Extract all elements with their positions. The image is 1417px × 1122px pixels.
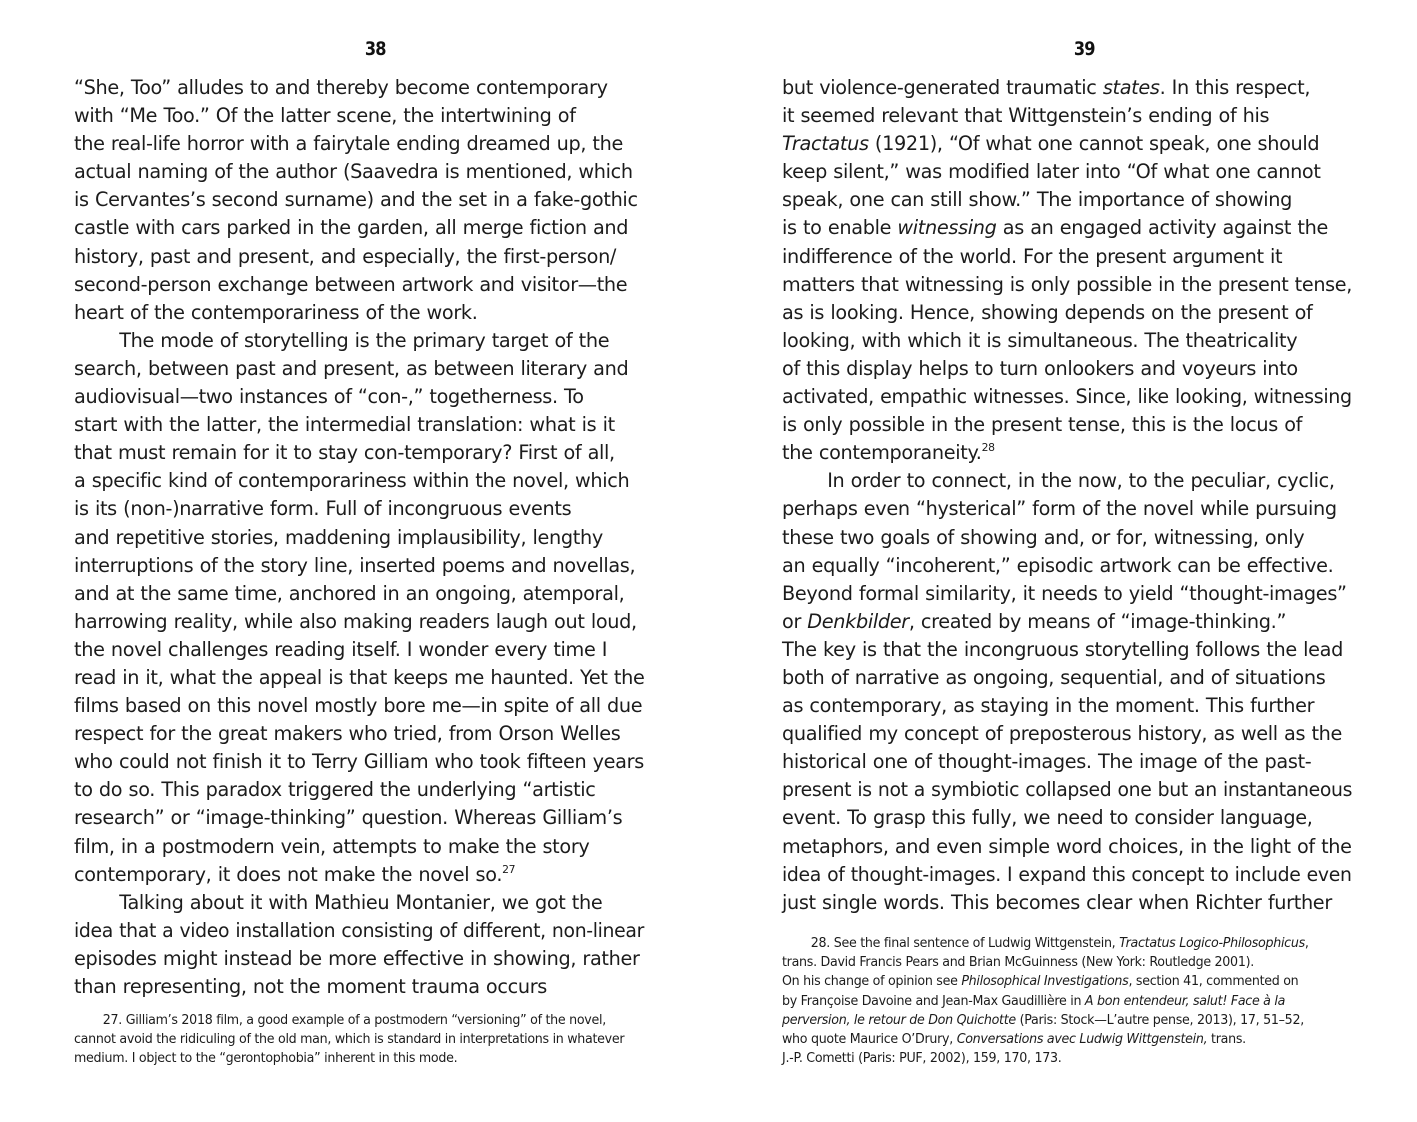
italic-text: witnessing: [897, 216, 997, 240]
text-run: qualified my concept of preposterous history, as well as the: [782, 722, 1343, 746]
text-run: 28. See the final sentence of Ludwig Wittgenstein,: [810, 936, 1120, 951]
text-run: 27. Gilliam’s 2018 film, a good example of a postmodern “versioning” of the novel,: [102, 1013, 606, 1028]
footnote-line: [782, 1049, 1338, 1068]
body-text: [782, 74, 1362, 917]
footnote-line: [782, 934, 1338, 953]
italic-text: states: [1102, 76, 1160, 99]
text-line: [782, 271, 1353, 299]
text-run: the contemporaneity.: [782, 441, 982, 465]
text-line: [74, 804, 644, 832]
text-run: indifference of the world. For the present argument it: [782, 244, 1283, 268]
footnote-line: [74, 1049, 630, 1068]
text-run: harrowing reality, while also making readers laugh out loud,: [74, 609, 637, 633]
text-line: [782, 327, 1352, 355]
text-line: [74, 720, 644, 748]
text-line: [74, 299, 644, 327]
text-run: interruptions of the story line, inserted poems and novellas,: [74, 553, 636, 577]
text-run: metaphors, and even simple word choices, in the light of the: [782, 834, 1352, 858]
text-line: [74, 495, 644, 523]
text-run: idea that a video installation consisting of different, non-linear: [74, 918, 645, 942]
text-line: [74, 776, 644, 804]
text-line: [782, 411, 1352, 439]
text-run: as is looking. Hence, showing depends on the present of: [782, 300, 1313, 324]
footnote-28: [782, 934, 1362, 1068]
text-line: [782, 748, 1352, 776]
italic-text: A bon entendeur, salut! Face à la: [1084, 993, 1286, 1009]
text-run: , section 41, commented on: [1128, 974, 1299, 990]
text-run: perhaps even “hysterical” form of the novel while pursuing: [782, 497, 1337, 521]
text-line: [782, 720, 1352, 748]
text-run: . In this respect,: [1159, 76, 1311, 99]
page-number: 38: [364, 38, 386, 60]
text-line: [74, 552, 644, 580]
text-run: the real-life horror with a fairytale ending dreamed up, the: [74, 132, 623, 156]
text-line: [782, 130, 1352, 158]
text-line: [74, 664, 644, 692]
text-run: second-person exchange between artwork and visitor—the: [74, 272, 628, 296]
text-line: [782, 580, 1352, 608]
text-run: as an engaged activity against the: [996, 216, 1328, 240]
text-line: [74, 158, 644, 186]
text-line: [74, 355, 644, 383]
text-run: episodes might instead be more effective in showing, rather: [74, 946, 640, 970]
text-line: [782, 299, 1352, 327]
text-line: [74, 748, 644, 776]
text-run: as contemporary, as staying in the moment. This further: [782, 694, 1315, 718]
text-line: [74, 327, 644, 355]
text-line: [74, 580, 644, 608]
text-line: [782, 833, 1351, 861]
italic-text: Tractatus Logico-Philosophicus: [1119, 936, 1305, 951]
text-run: respect for the great makers who tried, from Orson Welles: [74, 722, 621, 746]
text-run: of this display helps to turn onlookers and voyeurs into: [782, 356, 1298, 380]
text-run: or: [782, 609, 808, 633]
text-run: matters that witnessing is only possible in the present tense,: [782, 272, 1353, 296]
text-line: [782, 74, 1352, 102]
text-run: looking, with which it is simultaneous. The theatricality: [782, 328, 1298, 352]
text-line: [74, 833, 644, 861]
text-run: heart of the contemporariness of the work.: [74, 300, 478, 324]
text-line: [74, 243, 644, 271]
italic-text: perversion, le retour de Don Quichotte: [782, 1012, 1016, 1028]
text-line: [74, 74, 644, 102]
text-run: medium. I object to the “gerontophobia” inherent in this mode.: [74, 1051, 458, 1067]
italic-text: Tractatus: [782, 132, 869, 156]
text-run: and repetitive stories, maddening implausibility, lengthy: [74, 525, 603, 549]
footnote-reference[interactable]: 28: [981, 441, 995, 455]
text-run: The key is that the incongruous storytelling follows the lead: [782, 637, 1343, 661]
italic-text: Philosophical Investigations: [961, 974, 1129, 990]
text-run: , created by means of “image-thinking.”: [908, 609, 1287, 633]
text-line: [74, 467, 644, 495]
text-line: [782, 102, 1352, 130]
italic-text: Denkbilder: [807, 609, 909, 633]
footnote-line: [782, 1030, 1338, 1049]
text-line: [74, 889, 644, 917]
text-run: Talking about it with Mathieu Montanier, we got the: [119, 890, 603, 914]
footnote-line: [74, 1011, 630, 1030]
text-run: “She, Too” alludes to and thereby become contemporary: [74, 76, 608, 99]
text-line: [782, 214, 1352, 242]
text-line: [74, 411, 644, 439]
text-line: [74, 439, 644, 467]
text-line: [74, 524, 644, 552]
footnote-27: [74, 1011, 654, 1069]
text-run: by Françoise Davoine and Jean-Max Gaudillière in: [782, 993, 1085, 1009]
page-number: 39: [1073, 38, 1095, 60]
text-run: Beyond formal similarity, it needs to yield “thought-images”: [782, 581, 1347, 605]
text-line: [74, 861, 644, 889]
text-run: with “Me Too.” Of the latter scene, the intertwining of: [74, 104, 576, 128]
text-run: both of narrative as ongoing, sequential, and of situations: [782, 665, 1326, 689]
left-page: [0, 0, 708, 1122]
text-line: [74, 636, 644, 664]
text-line: [74, 383, 644, 411]
text-line: [782, 608, 1352, 636]
text-run: activated, empathic witnesses. Since, like looking, witnessing: [782, 385, 1352, 409]
text-run: that must remain for it to stay con-temporary? First of all,: [74, 441, 615, 465]
text-line: [74, 608, 644, 636]
text-line: [782, 439, 1352, 467]
text-line: [74, 945, 644, 973]
text-run: an equally “incoherent,” episodic artwork can be effective.: [782, 553, 1334, 577]
right-page: [708, 0, 1417, 1122]
text-line: [782, 889, 1352, 917]
text-run: search, between past and present, as between literary and: [74, 356, 629, 380]
text-run: history, past and present, and especially, the first-person/: [74, 244, 617, 268]
text-run: J.-P. Cometti (Paris: PUF, 2002), 159, 170, 173.: [782, 1051, 1062, 1067]
text-run: historical one of thought-images. The image of the past-: [782, 750, 1312, 774]
text-line: [782, 552, 1352, 580]
footnote-line: [782, 1011, 1338, 1030]
text-run: a specific kind of contemporariness within the novel, which: [74, 469, 630, 493]
text-run: films based on this novel mostly bore me—in spite of all due: [74, 694, 643, 718]
text-run: and at the same time, anchored in an ongoing, atemporal,: [74, 581, 625, 605]
text-run: start with the latter, the intermedial translation: what is it: [74, 413, 615, 437]
text-run: ,: [1304, 936, 1309, 951]
text-run: these two goals of showing and, or for, witnessing, only: [782, 525, 1305, 549]
text-run: to do so. This paradox triggered the underlying “artistic: [74, 778, 596, 802]
text-run: read in it, what the appeal is that keeps me haunted. Yet the: [74, 665, 645, 689]
text-line: [782, 524, 1352, 552]
text-run: just single words. This becomes clear when Richter further: [782, 890, 1332, 914]
text-run: is to enable: [782, 216, 898, 240]
text-line: [782, 861, 1352, 889]
text-run: present is not a symbiotic collapsed one but an instantaneous: [782, 778, 1353, 802]
text-run: keep silent,” was modified later into “Of what one cannot: [782, 160, 1321, 184]
text-line: [74, 130, 644, 158]
text-run: (1921), “Of what one cannot speak, one should: [868, 132, 1320, 156]
text-line: [74, 214, 644, 242]
text-run: it seemed relevant that Wittgenstein’s ending of his: [782, 104, 1270, 128]
text-run: trans. David Francis Pears and Brian McGuinness (New York: Routledge 2001).: [782, 955, 1254, 971]
text-line: [782, 355, 1352, 383]
text-line: [782, 495, 1352, 523]
footnote-reference[interactable]: 27: [502, 862, 516, 876]
text-run: idea of thought-images. I expand this concept to include even: [782, 862, 1352, 886]
text-run: trans.: [1207, 1031, 1246, 1047]
footnote-line: [74, 1030, 630, 1049]
text-run: film, in a postmodern vein, attempts to make the story: [74, 834, 590, 858]
footnote-line: [782, 972, 1338, 991]
text-run: The mode of storytelling is the primary target of the: [119, 328, 610, 352]
text-run: audiovisual—two instances of “con-,” togetherness. To: [74, 385, 584, 409]
text-line: [74, 917, 645, 945]
text-line: [782, 243, 1352, 271]
text-run: than representing, not the moment trauma occurs: [74, 975, 547, 998]
text-line: [782, 804, 1352, 832]
text-line: [782, 467, 1352, 495]
footnote-line: [782, 992, 1338, 1011]
text-run: speak, one can still show.” The importance of showing: [782, 188, 1293, 212]
text-run: (Paris: Stock—L’autre pense, 2013), 17, 51–52,: [1015, 1012, 1304, 1028]
text-line: [74, 102, 644, 130]
text-run: is Cervantes’s second surname) and the set in a fake-gothic: [74, 188, 638, 212]
footnote-line: [782, 953, 1338, 972]
text-line: [782, 664, 1352, 692]
text-run: the novel challenges reading itself. I wonder every time I: [74, 637, 608, 661]
italic-text: Conversations avec Ludwig Wittgenstein,: [956, 1031, 1208, 1047]
text-line: [782, 186, 1352, 214]
text-line: [74, 186, 644, 214]
text-run: who could not finish it to Terry Gilliam who took fifteen years: [74, 750, 644, 774]
text-line: [782, 158, 1352, 186]
text-run: On his change of opinion see: [782, 974, 962, 990]
text-run: is only possible in the present tense, this is the locus of: [782, 413, 1303, 437]
text-line: [74, 271, 644, 299]
text-run: who quote Maurice O’Drury,: [782, 1031, 957, 1047]
text-run: research” or “image-thinking” question. Whereas Gilliam’s: [74, 806, 623, 830]
text-run: is its (non-)narrative form. Full of incongruous events: [74, 497, 572, 521]
text-run: but violence-generated traumatic: [782, 76, 1103, 99]
text-line: [782, 636, 1352, 664]
text-run: contemporary, it does not make the novel so.: [74, 862, 503, 886]
text-line: [74, 692, 644, 720]
text-line: [782, 776, 1353, 804]
text-run: cannot avoid the ridiculing of the old man, which is standard in interpretations in whatever: [74, 1032, 625, 1048]
text-run: actual naming of the author (Saavedra is mentioned, which: [74, 160, 633, 184]
text-line: [74, 973, 644, 1001]
text-line: [782, 692, 1352, 720]
text-run: event. To grasp this fully, we need to consider language,: [782, 806, 1313, 830]
body-text: [74, 74, 654, 1001]
text-run: In order to connect, in the now, to the peculiar, cyclic,: [827, 469, 1335, 493]
text-run: castle with cars parked in the garden, all merge fiction and: [74, 216, 629, 240]
text-line: [782, 383, 1352, 411]
